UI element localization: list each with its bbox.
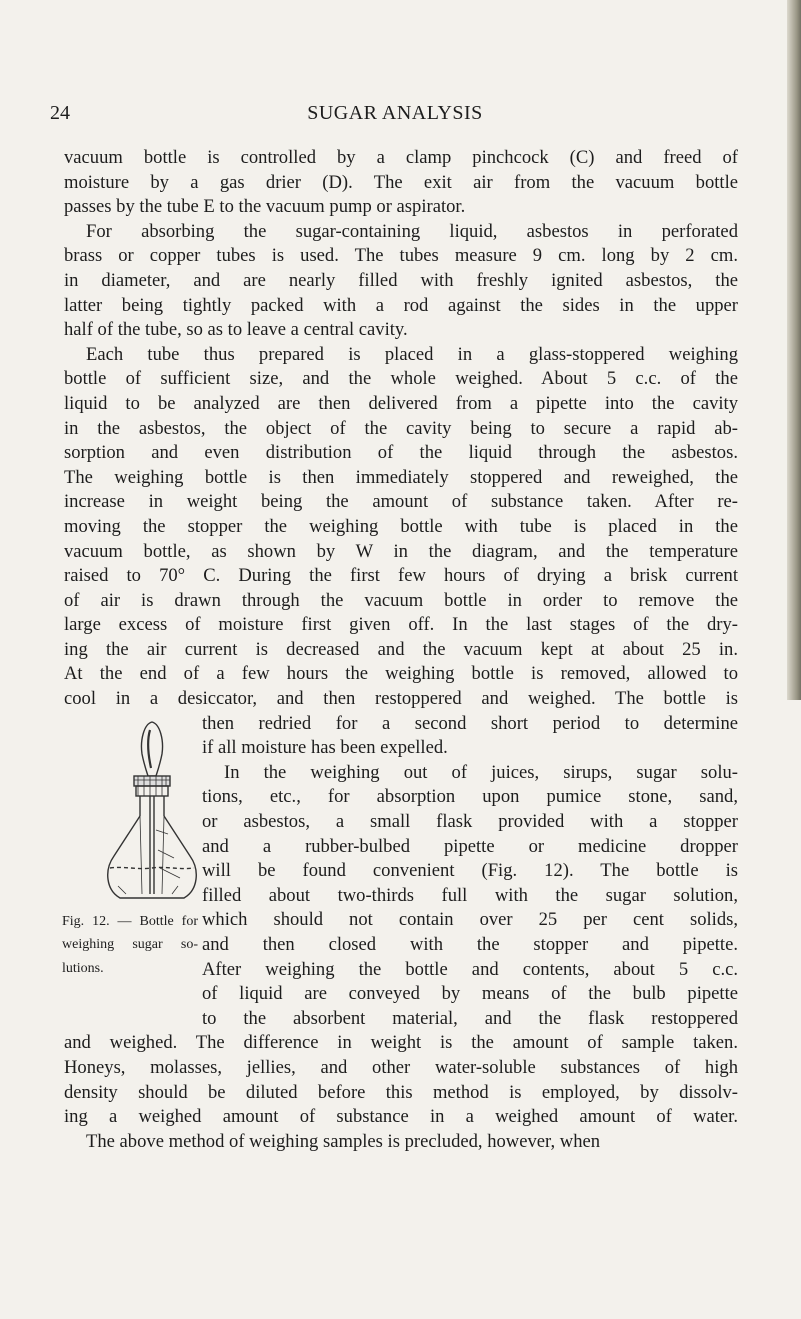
caption-line: weighing sugar so-	[62, 937, 198, 953]
text-line: After weighing the bottle and contents, about 5 c.c.	[202, 958, 738, 980]
paragraph-block-bottom	[64, 1031, 738, 1154]
text-line: In the weighing out of juices, sirups, sugar solu-	[224, 761, 738, 783]
text-line: and weighed. The difference in weight is the amount of sample taken.	[64, 1032, 738, 1054]
caption-line: lutions.	[62, 960, 104, 976]
page-edge-shadow	[787, 0, 801, 700]
paragraph-block-top	[64, 146, 738, 712]
text-line: of air is drawn through the vacuum bottle in order to remove the	[64, 589, 738, 611]
text-line: ing a weighed amount of substance in a weighed amount of water.	[64, 1106, 738, 1128]
text-line: The above method of weighing samples is precluded, however, when	[86, 1130, 601, 1152]
text-line: in diameter, and are nearly filled with freshly ignited asbestos, the	[64, 269, 738, 291]
text-line: For absorbing the sugar-containing liquid, asbestos in perforated	[86, 220, 738, 242]
text-line: vacuum bottle, as shown by W in the diagram, and the temperature	[64, 540, 738, 562]
page-header	[50, 102, 740, 128]
text-line: ing the air current is decreased and the vacuum kept at about 25 in.	[64, 638, 738, 660]
text-line: Each tube thus prepared is placed in a glass-stoppered weighing	[86, 343, 738, 365]
text-line: half of the tube, so as to leave a central cavity.	[64, 319, 408, 341]
text-line: moisture by a gas drier (D). The exit air from the vacuum bottle	[64, 171, 738, 193]
text-line: filled about two-thirds full with the sugar solution,	[202, 884, 738, 906]
text-line: if all moisture has been expelled.	[202, 737, 448, 759]
text-line: and a rubber-bulbed pipette or medicine dropper	[202, 835, 738, 857]
text-line: vacuum bottle is controlled by a clamp pinchcock (C) and freed of	[64, 147, 738, 168]
figure-caption	[62, 910, 198, 981]
text-line: cool in a desiccator, and then restoppered and weighed. The bottle is	[64, 688, 738, 710]
text-line: density should be diluted before this method is employed, by dissolv-	[64, 1081, 738, 1103]
text-line: which should not contain over 25 per cent solids,	[202, 909, 738, 931]
figure-wrap-section	[64, 712, 738, 1032]
text-line: to the absorbent material, and the flask restoppered	[202, 1007, 738, 1029]
paragraph-block-beside-figure	[202, 712, 738, 1032]
text-line: latter being tightly packed with a rod against the sides in the upper	[64, 294, 738, 316]
text-line: tions, etc., for absorption upon pumice stone, sand,	[202, 786, 738, 808]
text-line: or asbestos, a small flask provided with a stopper	[202, 811, 738, 833]
text-line: large excess of moisture first given off. In the last stages of the dry-	[64, 614, 738, 636]
body-text	[64, 146, 738, 1154]
text-line: The weighing bottle is then immediately stoppered and reweighed, the	[64, 466, 738, 488]
text-line: and then closed with the stopper and pipette.	[202, 934, 738, 955]
text-line: of liquid are conveyed by means of the bulb pipette	[202, 983, 738, 1005]
caption-line: Fig. 12. — Bottle for	[62, 913, 198, 929]
text-line: At the end of a few hours the weighing bottle is removed, allowed to	[64, 663, 738, 685]
text-line: moving the stopper the weighing bottle with tube is placed in the	[64, 515, 738, 537]
text-line: increase in weight being the amount of substance taken. After re-	[64, 491, 738, 513]
running-title: SUGAR ANALYSIS	[307, 102, 483, 124]
text-line: then redried for a second short period to determine	[202, 712, 738, 734]
text-line: Honeys, molasses, jellies, and other water-soluble substances of high	[64, 1056, 738, 1078]
figure-column	[64, 712, 202, 1032]
text-line: will be found convenient (Fig. 12). The bottle is	[202, 860, 738, 882]
flask-with-bulb-pipette-icon	[94, 718, 200, 908]
text-line: brass or copper tubes is used. The tubes measure 9 cm. long by 2 cm.	[64, 245, 738, 267]
text-line: raised to 70° C. During the first few hours of drying a brisk current	[64, 565, 738, 587]
text-line: liquid to be analyzed are then delivered from a pipette into the cavity	[64, 392, 738, 414]
text-line: passes by the tube E to the vacuum pump or aspirator.	[64, 196, 466, 218]
page-number: 24	[50, 102, 70, 124]
text-line: bottle of sufficient size, and the whole weighed. About 5 c.c. of the	[64, 368, 738, 390]
text-line: sorption and even distribution of the liquid through the asbestos.	[64, 442, 738, 464]
text-line: in the asbestos, the object of the cavity being to secure a rapid ab-	[64, 417, 738, 439]
